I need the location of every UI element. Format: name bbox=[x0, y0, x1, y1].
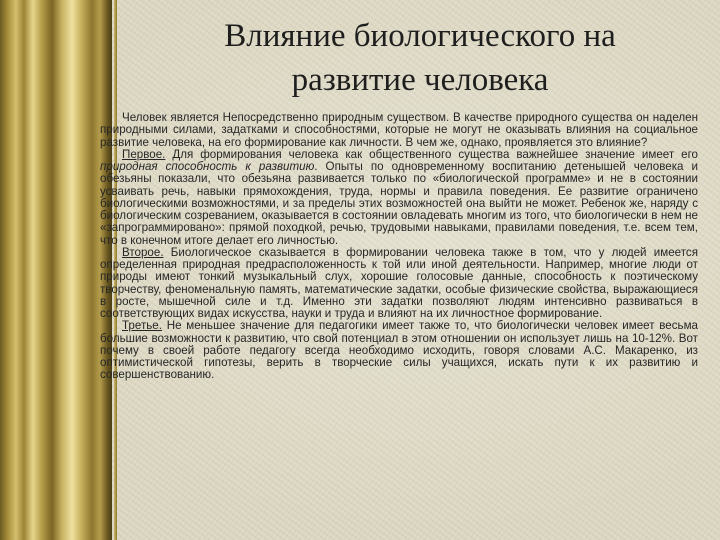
paragraph-first-text-a: Для формирования человека как общественного существа важнейшее значение имеет его bbox=[165, 147, 698, 161]
decorative-gold-border bbox=[0, 0, 112, 540]
paragraph-first-italic: природная способность к развитию bbox=[100, 160, 315, 173]
paragraph-third-lead: Третье. bbox=[122, 319, 162, 333]
slide-title bbox=[140, 14, 700, 102]
paragraph-third bbox=[100, 320, 698, 381]
paragraph-intro bbox=[100, 112, 698, 149]
body-text bbox=[100, 112, 698, 382]
paragraph-first-text-b: . Опыты по одновременному воспитанию детенышей человека и обезьяны показали, что обезьяна развивается только по «биологической программе» и не в состоянии усваивать речь, навыки прямохождения, труда, нормы и правила поведения. Ее развитие ограничено биологическими возможностями, и за пределы этих возможностей она выйти не может. Ребенок же, наряду с биологическим созреванием, оказывается в состоянии овладевать многим из того, что биологически в нем не «запрограммировано»: прямой походкой, речью, трудовыми навыками, правилами поведения, т.е. всем тем, что в конечном итоге делает его личностью. bbox=[100, 160, 698, 247]
paragraph-second-text: Биологическое сказывается в формировании человека также в том, что у людей имеется определенная природная предрасположенность к той или иной деятельности. Например, многие люди от природы имеют тонкий музыкальный слух, хорошие голосовые данные, способность к поэтическому творчеству, феноменальную память, математические задатки, особые физические свойства, выражающиеся в росте, мышечной силе и т.д. Именно эти задатки позволяют людям интенсивно развиваться в соответствующих видах искусства, науки и труда и влияют на их личностное формирование. bbox=[100, 245, 698, 320]
paragraph-second-lead: Второе. bbox=[122, 245, 164, 259]
paragraph-first-lead: Первое. bbox=[122, 147, 166, 161]
paragraph-second bbox=[100, 247, 698, 321]
paragraph-intro-text: Человек является Непосредственно природным существом. В качестве природного существа он наделен природными силами, задатками и способностями, которые не могут не оказывать влияния на социальное развитие человека, на его формирование как личности. В чем же, однако, проявляется это влияние? bbox=[100, 111, 698, 149]
title-line-2: развитие человека bbox=[291, 62, 549, 98]
paragraph-third-text: Не меньшее значение для педагогики имеет также то, что биологически человек имеет весьма большие возможности к развитию, что свой потенциал в этом отношении он использует лишь на 10-12%. Вот почему в своей работе педагогу всегда необходимо исходить, говоря словами А.С. Макаренко, из оптимистической гипотезы, верить в творческие силы учащихся, искать пути к их развитию и совершенствованию. bbox=[100, 319, 698, 382]
paragraph-first bbox=[100, 149, 698, 247]
title-line-1: Влияние биологического на bbox=[224, 18, 616, 54]
